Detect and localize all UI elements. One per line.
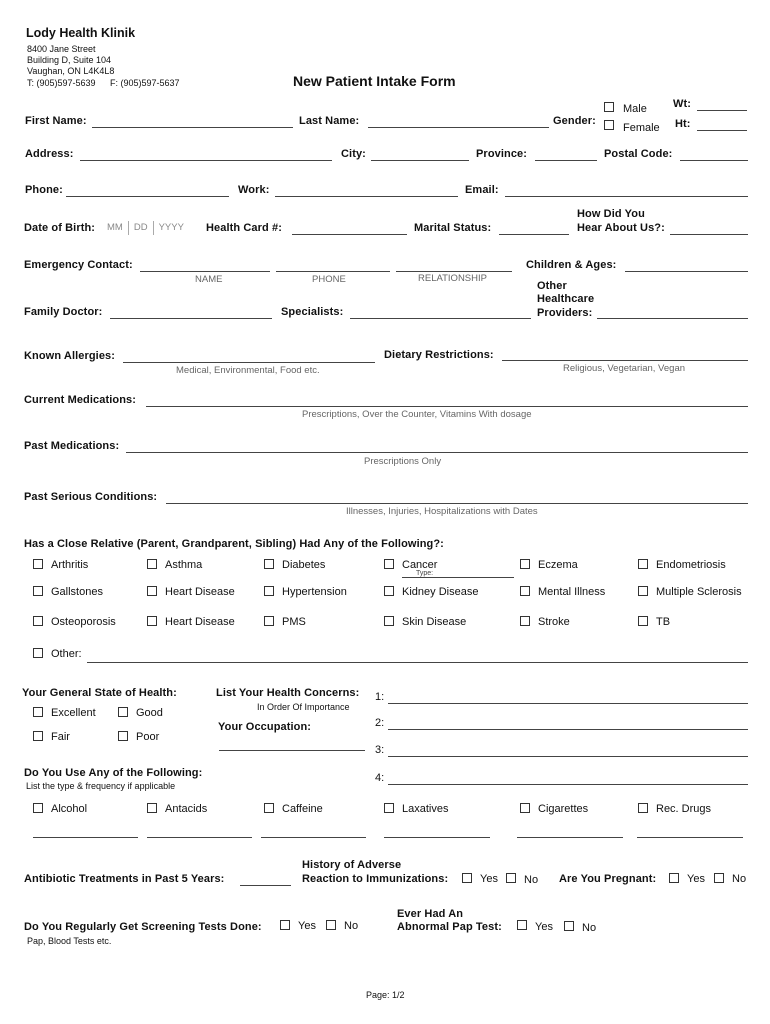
screening-yes-checkbox[interactable] — [280, 920, 290, 930]
pap-label-line1: Ever Had An — [397, 908, 464, 920]
osteoporosis-label: Osteoporosis — [51, 616, 116, 628]
health-fair-label: Fair — [51, 731, 70, 743]
stroke-checkbox[interactable] — [520, 616, 530, 626]
cancer-type-hint: Type: — [416, 570, 434, 577]
phone-label: Phone: — [25, 184, 63, 196]
immunization-label-line2: Reaction to Immunizations: — [302, 873, 449, 885]
dob-label: Date of Birth: — [24, 222, 96, 234]
mental-illness-label: Mental Illness — [538, 586, 606, 598]
cigarettes-label: Cigarettes — [538, 803, 589, 815]
pregnant-yes-label: Yes — [687, 873, 705, 885]
emergency-phone-hint: PHONE — [312, 274, 346, 285]
health-excellent-checkbox[interactable] — [33, 707, 43, 717]
health-poor-checkbox[interactable] — [118, 731, 128, 741]
other-providers-field[interactable] — [597, 318, 748, 319]
last-name-field[interactable] — [368, 127, 549, 128]
email-label: Email: — [465, 184, 499, 196]
antacids-field[interactable] — [147, 837, 252, 838]
gender-male-label: Male — [623, 103, 647, 115]
substance-use-hint: List the type & frequency if applicable — [26, 781, 176, 791]
other-providers-label-line1: Other — [537, 280, 567, 292]
gender-female-label: Female — [623, 122, 660, 134]
laxatives-label: Laxatives — [402, 803, 449, 815]
pms-checkbox[interactable] — [264, 616, 274, 626]
health-card-label: Health Card #: — [206, 222, 282, 234]
address-label: Address: — [25, 148, 74, 160]
pap-yes-checkbox[interactable] — [517, 920, 527, 930]
email-field[interactable] — [505, 196, 748, 197]
pms-label: PMS — [282, 616, 306, 628]
past-medications-field[interactable] — [126, 452, 748, 453]
rec-drugs-label: Rec. Drugs — [656, 803, 712, 815]
height-field[interactable] — [697, 130, 747, 131]
antacids-checkbox[interactable] — [147, 803, 157, 813]
immunization-no-label: No — [524, 874, 539, 886]
height-label: Ht: — [675, 118, 691, 130]
stroke-label: Stroke — [538, 616, 570, 628]
kidney-disease-checkbox[interactable] — [384, 586, 394, 596]
current-medications-label: Current Medications: — [24, 394, 137, 406]
health-concerns-hint: In Order Of Importance — [257, 702, 350, 712]
city-label: City: — [341, 148, 366, 160]
dietary-field[interactable] — [502, 360, 748, 361]
clinic-address-line3: Vaughan, ON L4K4L8 — [27, 66, 115, 76]
specialists-label: Specialists: — [281, 306, 344, 318]
skin-disease-checkbox[interactable] — [384, 616, 394, 626]
concern-1-label: 1: — [375, 691, 385, 703]
endometriosis-checkbox[interactable] — [638, 559, 648, 569]
marital-status-label: Marital Status: — [414, 222, 492, 234]
immunization-yes-label: Yes — [480, 873, 498, 885]
page-number: Page: 1/2 — [366, 990, 405, 1000]
substance-use-label: Do You Use Any of the Following: — [24, 767, 203, 779]
first-name-label: First Name: — [25, 115, 87, 127]
concern-4-field[interactable] — [388, 784, 748, 785]
laxatives-field[interactable] — [384, 837, 490, 838]
endometriosis-label: Endometriosis — [656, 559, 726, 571]
health-card-field[interactable] — [292, 234, 407, 235]
province-label: Province: — [476, 148, 528, 160]
concern-3-field[interactable] — [388, 756, 748, 757]
multiple-sclerosis-checkbox[interactable] — [638, 586, 648, 596]
children-ages-field[interactable] — [625, 271, 748, 272]
allergies-field[interactable] — [123, 362, 375, 363]
pap-yes-label: Yes — [535, 921, 553, 933]
current-medications-hint: Prescriptions, Over the Counter, Vitamins With dosage — [302, 409, 532, 420]
health-good-label: Good — [136, 707, 163, 719]
dob-year[interactable]: YYYY — [158, 222, 184, 233]
clinic-address-line1: 8400 Jane Street — [27, 44, 96, 54]
asthma-label: Asthma — [165, 559, 203, 571]
osteoporosis-checkbox[interactable] — [33, 616, 43, 626]
concern-2-field[interactable] — [388, 729, 748, 730]
health-concerns-label: List Your Health Concerns: — [216, 687, 360, 699]
emergency-name-hint: NAME — [195, 274, 223, 285]
referral-label-line2: Hear About Us?: — [577, 222, 665, 234]
dietary-hint: Religious, Vegetarian, Vegan — [563, 363, 686, 374]
dob-field[interactable] — [102, 221, 189, 235]
alcohol-checkbox[interactable] — [33, 803, 43, 813]
clinic-name: Lody Health Klinik — [26, 26, 136, 40]
current-medications-field[interactable] — [146, 406, 748, 407]
asthma-checkbox[interactable] — [147, 559, 157, 569]
diabetes-label: Diabetes — [282, 559, 326, 571]
pregnant-no-checkbox[interactable] — [714, 873, 724, 883]
referral-field[interactable] — [670, 234, 748, 235]
gender-male-checkbox[interactable] — [604, 102, 614, 112]
emergency-phone-field[interactable] — [276, 271, 390, 272]
caffeine-field[interactable] — [261, 837, 366, 838]
postal-code-field[interactable] — [680, 160, 748, 161]
rec-drugs-checkbox[interactable] — [638, 803, 648, 813]
family-doctor-label: Family Doctor: — [24, 306, 103, 318]
emergency-relationship-field[interactable] — [396, 271, 512, 272]
tb-checkbox[interactable] — [638, 616, 648, 626]
screening-no-label: No — [344, 920, 359, 932]
general-health-label: Your General State of Health: — [22, 687, 177, 699]
heart-disease-label: Heart Disease — [165, 586, 235, 598]
weight-label: Wt: — [673, 98, 692, 110]
heart-disease-2-checkbox[interactable] — [147, 616, 157, 626]
pap-no-label: No — [582, 922, 597, 934]
screening-hint: Pap, Blood Tests etc. — [27, 936, 112, 946]
work-field[interactable] — [275, 196, 458, 197]
clinic-fax: F: (905)597-5637 — [110, 78, 180, 88]
dob-month[interactable]: MM — [102, 221, 129, 235]
marital-status-field[interactable] — [499, 234, 569, 235]
antibiotic-field[interactable] — [240, 885, 291, 886]
emergency-name-field[interactable] — [140, 271, 270, 272]
antibiotic-label: Antibiotic Treatments in Past 5 Years: — [24, 873, 225, 885]
health-fair-checkbox[interactable] — [33, 731, 43, 741]
pregnant-no-label: No — [732, 873, 747, 885]
dob-day[interactable]: DD — [129, 221, 154, 235]
cigarettes-checkbox[interactable] — [520, 803, 530, 813]
dietary-label: Dietary Restrictions: — [384, 349, 494, 361]
concern-4-label: 4: — [375, 772, 385, 784]
clinic-address-line2: Building D, Suite 104 — [27, 55, 112, 65]
past-medications-label: Past Medications: — [24, 440, 120, 452]
weight-field[interactable] — [697, 110, 747, 111]
concern-2-label: 2: — [375, 717, 385, 729]
other-condition-checkbox[interactable] — [33, 648, 43, 658]
eczema-checkbox[interactable] — [520, 559, 530, 569]
laxatives-checkbox[interactable] — [384, 803, 394, 813]
alcohol-field[interactable] — [33, 837, 138, 838]
province-field[interactable] — [535, 160, 597, 161]
gender-label: Gender: — [553, 115, 596, 127]
phone-field[interactable] — [66, 196, 229, 197]
health-excellent-label: Excellent — [51, 707, 96, 719]
diabetes-checkbox[interactable] — [264, 559, 274, 569]
relative-history-question: Has a Close Relative (Parent, Grandparent, Sibling) Had Any of the Following?: — [24, 538, 444, 550]
cancer-checkbox[interactable] — [384, 559, 394, 569]
cancer-type-field[interactable] — [402, 577, 514, 578]
form-title: New Patient Intake Form — [293, 73, 456, 89]
immunization-label-line1: History of Adverse — [302, 859, 402, 871]
clinic-phone: T: (905)597-5639 — [27, 78, 96, 88]
address-field[interactable] — [80, 160, 332, 161]
past-medications-hint: Prescriptions Only — [364, 456, 442, 467]
multiple-sclerosis-label: Multiple Sclerosis — [656, 586, 742, 598]
other-condition-label: Other: — [51, 648, 82, 660]
heart-disease-checkbox[interactable] — [147, 586, 157, 596]
other-condition-field[interactable] — [87, 662, 748, 663]
hypertension-label: Hypertension — [282, 586, 347, 598]
immunization-yes-checkbox[interactable] — [462, 873, 472, 883]
pap-label-line2: Abnormal Pap Test: — [397, 921, 502, 933]
allergies-hint: Medical, Environmental, Food etc. — [176, 365, 320, 376]
cancer-label: Cancer — [402, 559, 438, 571]
family-doctor-field[interactable] — [110, 318, 272, 319]
rec-drugs-field[interactable] — [637, 837, 743, 838]
past-conditions-field[interactable] — [166, 503, 748, 504]
antacids-label: Antacids — [165, 803, 208, 815]
heart-disease-2-label: Heart Disease — [165, 616, 235, 628]
health-poor-label: Poor — [136, 731, 160, 743]
screening-no-checkbox[interactable] — [326, 920, 336, 930]
first-name-field[interactable] — [92, 127, 293, 128]
caffeine-label: Caffeine — [282, 803, 323, 815]
immunization-no-checkbox[interactable] — [506, 873, 516, 883]
alcohol-label: Alcohol — [51, 803, 88, 815]
pregnant-label: Are You Pregnant: — [559, 873, 657, 885]
tb-label: TB — [656, 616, 671, 628]
pap-no-checkbox[interactable] — [564, 921, 574, 931]
cigarettes-field[interactable] — [517, 837, 623, 838]
screening-yes-label: Yes — [298, 920, 316, 932]
other-providers-label-line3: Providers: — [537, 307, 593, 319]
hypertension-checkbox[interactable] — [264, 586, 274, 596]
health-good-checkbox[interactable] — [118, 707, 128, 717]
last-name-label: Last Name: — [299, 115, 360, 127]
gallstones-label: Gallstones — [51, 586, 103, 598]
concern-3-label: 3: — [375, 744, 385, 756]
allergies-label: Known Allergies: — [24, 350, 116, 362]
kidney-disease-label: Kidney Disease — [402, 586, 479, 598]
concern-1-field[interactable] — [388, 703, 748, 704]
emergency-contact-label: Emergency Contact: — [24, 259, 133, 271]
children-ages-label: Children & Ages: — [526, 259, 617, 271]
pregnant-yes-checkbox[interactable] — [669, 873, 679, 883]
other-providers-label-line2: Healthcare — [537, 293, 595, 305]
arthritis-label: Arthritis — [51, 559, 89, 571]
emergency-relationship-hint: RELATIONSHIP — [418, 273, 487, 284]
specialists-field[interactable] — [350, 318, 531, 319]
occupation-field[interactable] — [219, 750, 365, 751]
city-field[interactable] — [371, 160, 469, 161]
gallstones-checkbox[interactable] — [33, 586, 43, 596]
past-conditions-label: Past Serious Conditions: — [24, 491, 158, 503]
screening-label: Do You Regularly Get Screening Tests Done: — [24, 921, 262, 933]
past-conditions-hint: Illnesses, Injuries, Hospitalizations with Dates — [346, 506, 538, 517]
referral-label-line1: How Did You — [577, 208, 645, 220]
work-label: Work: — [238, 184, 270, 196]
occupation-label: Your Occupation: — [218, 721, 312, 733]
arthritis-checkbox[interactable] — [33, 559, 43, 569]
eczema-label: Eczema — [538, 559, 578, 571]
postal-code-label: Postal Code: — [604, 148, 673, 160]
skin-disease-label: Skin Disease — [402, 616, 467, 628]
caffeine-checkbox[interactable] — [264, 803, 274, 813]
gender-female-checkbox[interactable] — [604, 120, 614, 130]
mental-illness-checkbox[interactable] — [520, 586, 530, 596]
